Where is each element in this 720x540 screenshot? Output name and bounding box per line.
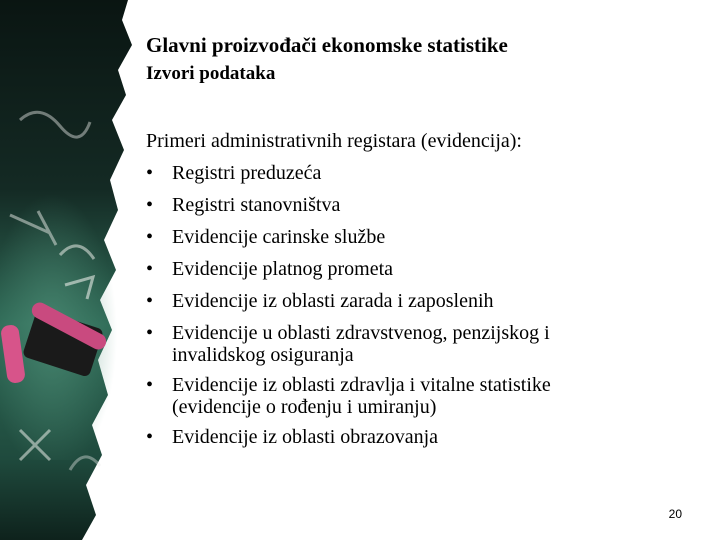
page-number: 20 <box>668 507 682 521</box>
list-item <box>146 317 686 367</box>
bullet-icon: • <box>146 374 154 396</box>
slide-subtitle: Izvori podataka <box>146 63 276 84</box>
slide-title: Glavni proizvođači ekonomske statistike <box>146 33 508 57</box>
bullet-icon: • <box>146 426 154 448</box>
bullet-icon: • <box>146 226 154 248</box>
list-item-text: Evidencije carinske službe <box>172 226 386 248</box>
list-item <box>146 285 686 317</box>
list-item <box>146 253 686 285</box>
bullet-icon: • <box>146 258 154 280</box>
list-item-text: Evidencije platnog prometa <box>172 258 394 280</box>
intro-text: Primeri administrativnih registara (evidencija): <box>146 130 522 152</box>
bullet-list <box>146 157 686 453</box>
list-item-text: Evidencije iz oblasti zarada i zaposlenih <box>172 290 494 312</box>
list-item <box>146 221 686 253</box>
list-item-text-continued: invalidskog osiguranja <box>172 344 354 366</box>
list-item <box>146 157 686 189</box>
bullet-icon: • <box>146 290 154 312</box>
list-item-text: Evidencije u oblasti zdravstvenog, penzijskog i <box>172 322 550 344</box>
list-item-text: Evidencije iz oblasti obrazovanja <box>172 426 439 448</box>
list-item-text: Registri stanovništva <box>172 194 341 216</box>
list-item <box>146 369 686 419</box>
bullet-icon: • <box>146 162 154 184</box>
bullet-icon: • <box>146 194 154 216</box>
list-item-text-continued: (evidencije o rođenju i umiranju) <box>172 396 437 418</box>
list-item <box>146 189 686 221</box>
chalkboard-decoration <box>0 0 150 540</box>
list-item-text: Registri preduzeća <box>172 162 322 184</box>
list-item <box>146 421 686 453</box>
bullet-icon: • <box>146 322 154 344</box>
list-item-text: Evidencije iz oblasti zdravlja i vitalne statistike <box>172 374 551 396</box>
slide-content <box>146 125 686 453</box>
